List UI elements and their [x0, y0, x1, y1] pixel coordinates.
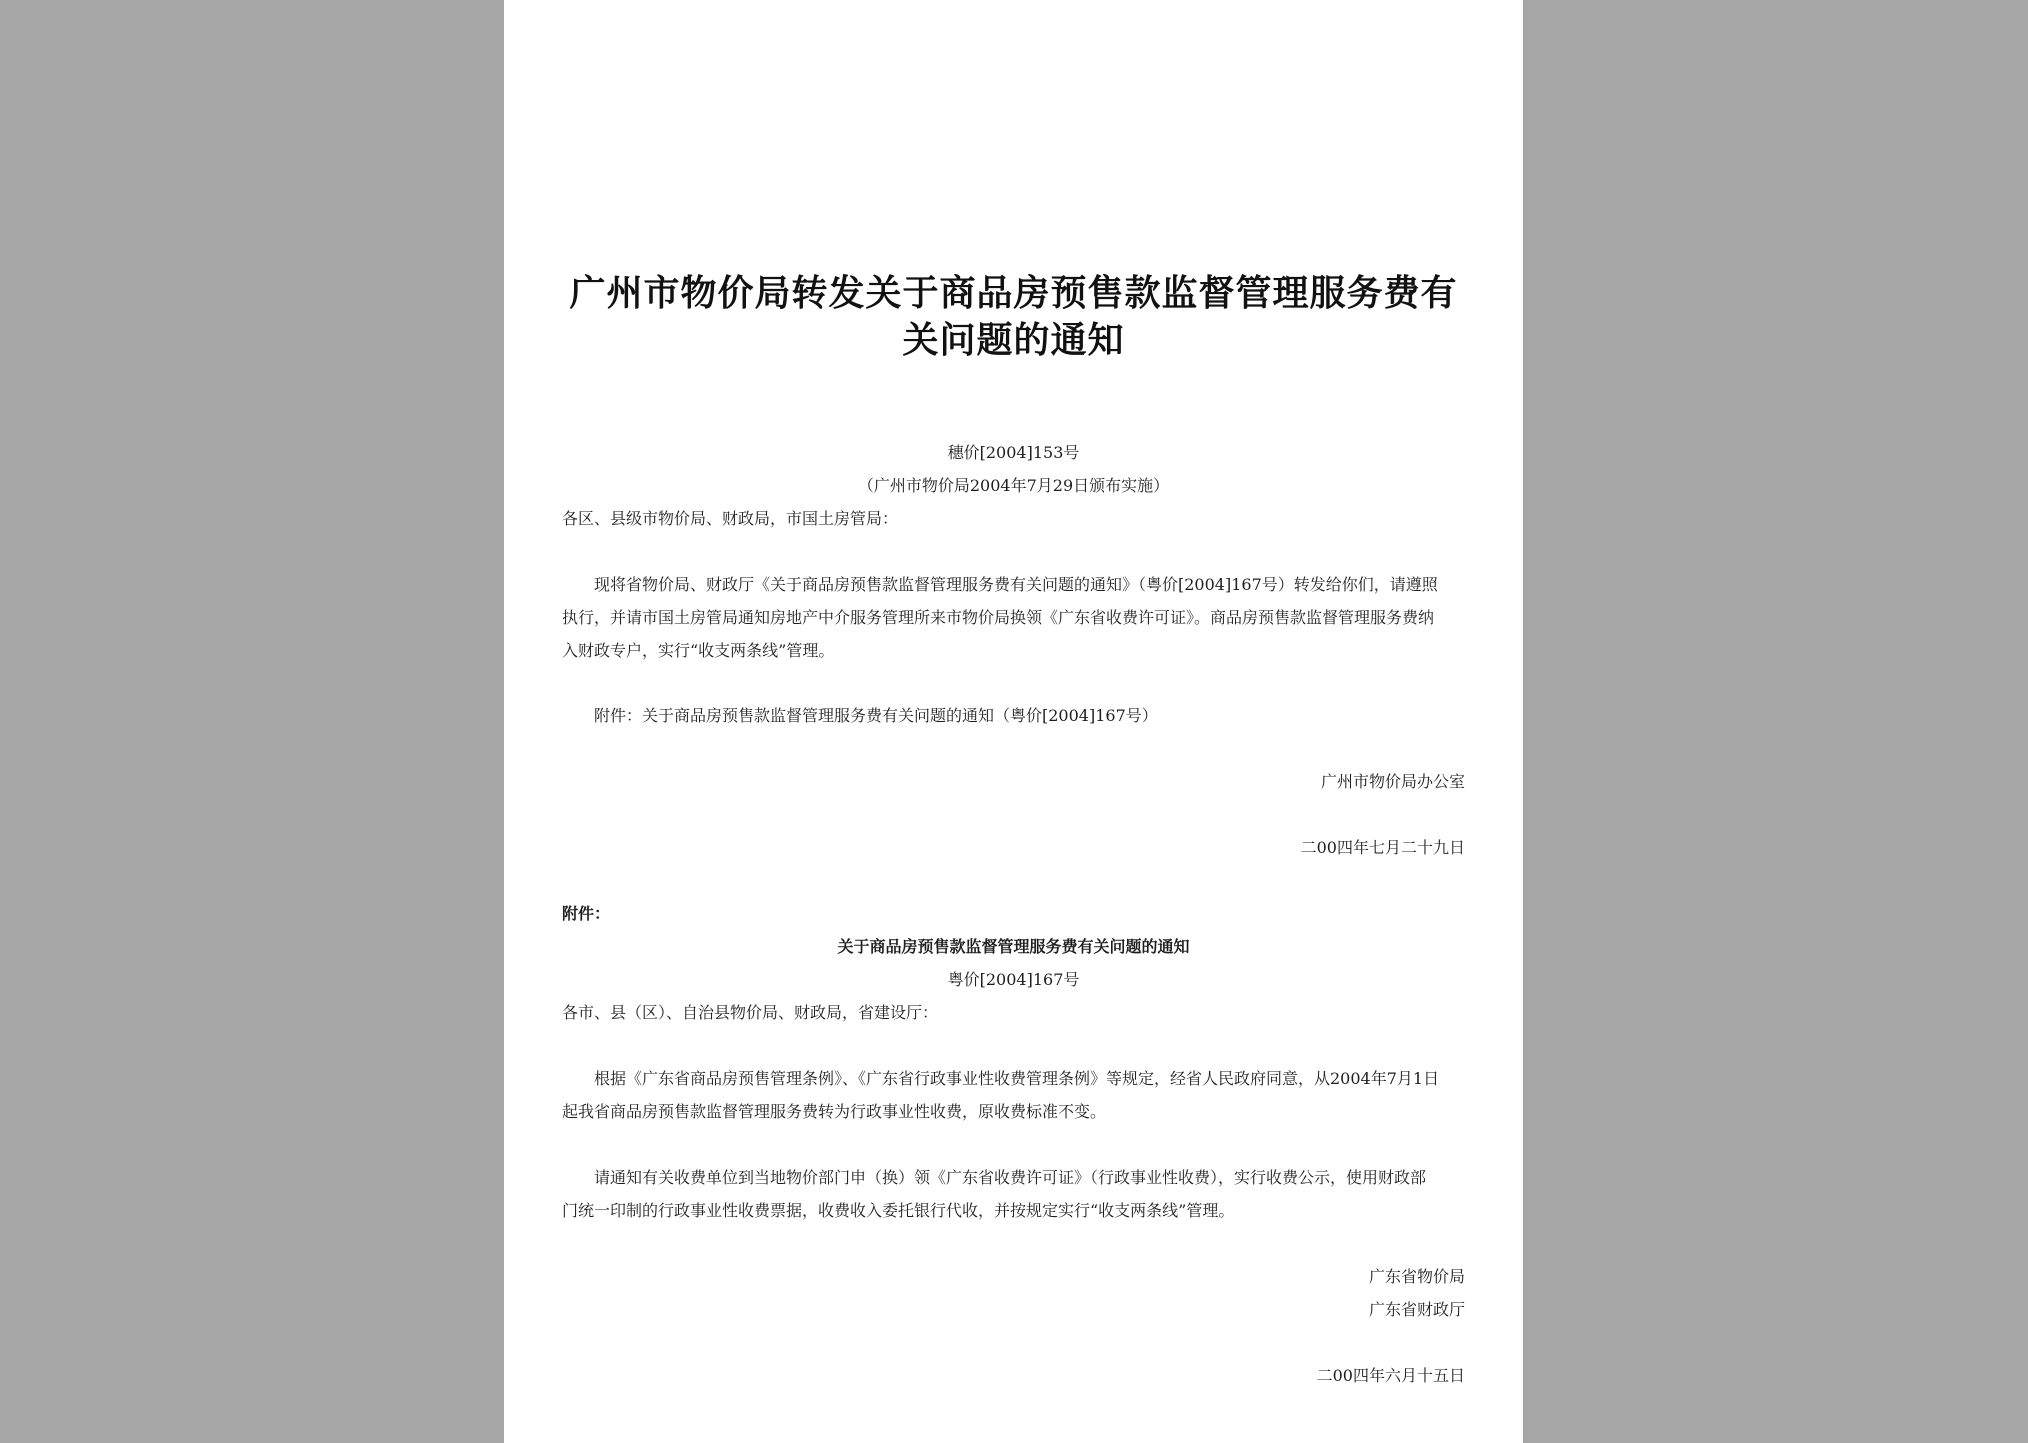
attachment-doc-number: 粤价[2004]167号: [947, 970, 1080, 989]
attachment-paragraph-line: 根据《广东省商品房预售管理条例》、《广东省行政事业性收费管理条例》等规定，经省人民政府同意，从2004年7月1日: [594, 1069, 1440, 1088]
issued-note: （广州市物价局2004年7月29日颁布实施）: [857, 476, 1170, 495]
attachment-recipients: 各市、县（区）、自治县物价局、财政局，省建设厅：: [562, 1003, 939, 1022]
attachment-label: 附件：: [562, 904, 611, 923]
attachment-paragraph-line: 起我省商品房预售款监督管理服务费转为行政事业性收费，原收费标准不变。: [562, 1102, 1107, 1121]
signature: 广州市物价局办公室: [1320, 772, 1465, 791]
body-paragraph-line: 执行，并请市国土房管局通知房地产中介服务管理所来市物价局换领《广东省收费许可证》。商品房预售款监督管理服务费纳: [562, 608, 1435, 627]
attachment-reference: 附件：关于商品房预售款监督管理服务费有关问题的通知（粤价[2004]167号）: [594, 706, 1158, 725]
attachment-title: 关于商品房预售款监督管理服务费有关问题的通知: [837, 937, 1190, 956]
attachment-paragraph-line: 门统一印制的行政事业性收费票据，收费收入委托银行代收，并按规定实行“收支两条线”管理。: [562, 1201, 1235, 1220]
attachment-signature-1: 广东省物价局: [1368, 1267, 1465, 1286]
date: 二00四年七月二十九日: [1300, 838, 1465, 857]
body-paragraph-line: 现将省物价局、财政厅《关于商品房预售款监督管理服务费有关问题的通知》（粤价[2004]167号）转发给你们，请遵照: [594, 575, 1438, 594]
document-title-line1: 广州市物价局转发关于商品房预售款监督管理服务费有: [569, 272, 1458, 314]
attachment-paragraph-line: 请通知有关收费单位到当地物价部门申（换）领《广东省收费许可证》（行政事业性收费），实行收费公示，使用财政部: [594, 1168, 1427, 1187]
recipients: 各区、县级市物价局、财政局，市国土房管局：: [562, 509, 899, 528]
document-number: 穗价[2004]153号: [947, 443, 1080, 462]
attachment-signature-2: 广东省财政厅: [1368, 1300, 1465, 1319]
body-paragraph-line: 入财政专户，实行“收支两条线”管理。: [562, 641, 835, 660]
document-title-line2: 关问题的通知: [902, 319, 1125, 361]
document-page: [504, 0, 1523, 1443]
attachment-date: 二00四年六月十五日: [1316, 1366, 1465, 1385]
